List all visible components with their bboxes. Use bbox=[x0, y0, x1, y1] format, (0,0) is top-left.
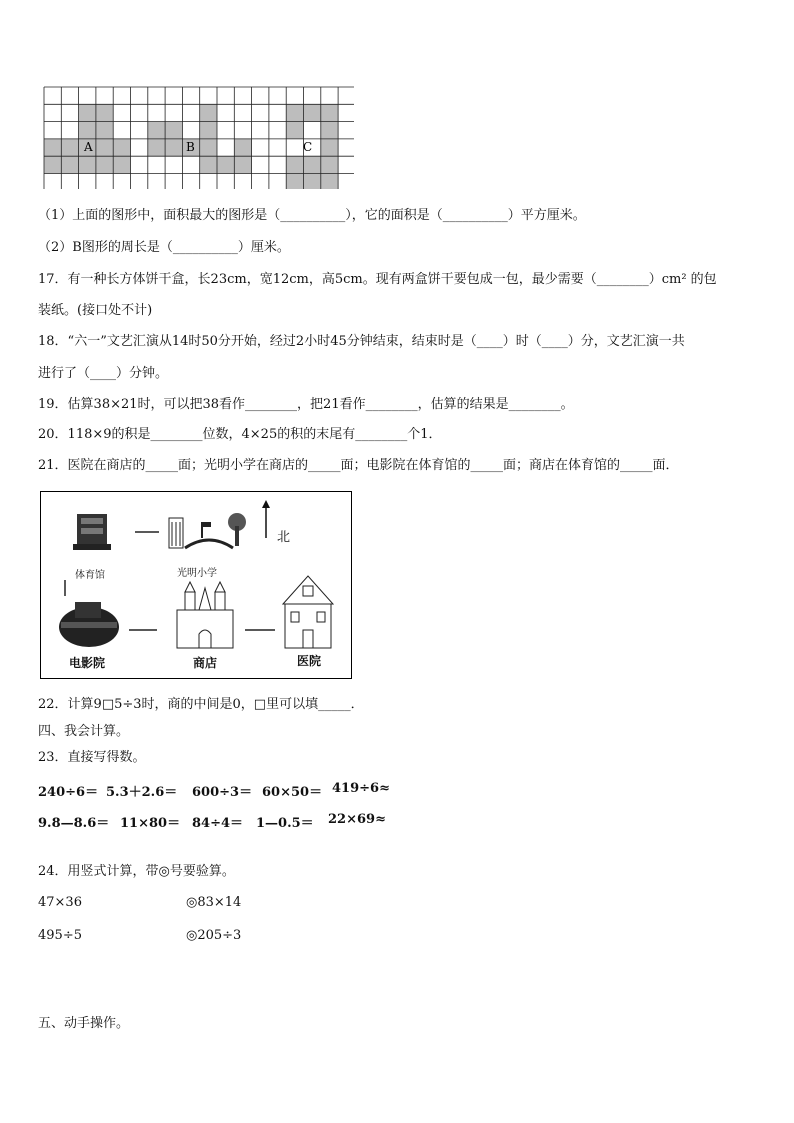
shaded-cell bbox=[96, 104, 113, 121]
q16-part2: （2）B图形的周长是（__________）厘米。 bbox=[38, 240, 290, 255]
gym-label: 体育馆 bbox=[75, 570, 105, 581]
vertical-calc-item: ◎83×14 bbox=[186, 895, 242, 910]
store-castle-icon bbox=[177, 582, 233, 648]
shaded-cell bbox=[113, 156, 130, 173]
q19: 19．估算38×21时，可以把38看作________，把21看作________，估算的结果是________。 bbox=[38, 397, 574, 412]
calc-item: 60×50＝ bbox=[262, 785, 323, 800]
shaded-cell bbox=[148, 122, 165, 139]
shaded-cell bbox=[165, 139, 182, 156]
shaded-cell bbox=[321, 139, 338, 156]
vertical-calc-item: ◎205÷3 bbox=[186, 928, 242, 943]
direction-map bbox=[40, 491, 352, 679]
calc-item: 240÷6＝ bbox=[38, 785, 99, 800]
shaded-cell bbox=[96, 156, 113, 173]
calc-item: 1—0.5＝ bbox=[256, 816, 314, 831]
shaded-cell bbox=[200, 156, 217, 173]
calc-item: 419÷6≈ bbox=[332, 781, 390, 796]
shaded-cell bbox=[61, 156, 78, 173]
q20: 20．118×9的积是________位数，4×25的积的末尾有________个1． bbox=[38, 427, 442, 442]
grid-figure bbox=[42, 85, 354, 193]
grid-label-a: A bbox=[84, 140, 93, 154]
map-drawing bbox=[41, 492, 351, 678]
calc-item: 11×80＝ bbox=[120, 816, 181, 831]
shaded-cell bbox=[200, 104, 217, 121]
vertical-calc-item: 495÷5 bbox=[38, 928, 82, 943]
shaded-cell bbox=[44, 139, 61, 156]
q23-title: 23．直接写得数。 bbox=[38, 750, 146, 765]
vertical-calc-item: 47×36 bbox=[38, 895, 82, 910]
q17-line1: 17．有一种长方体饼干盒，长23cm，宽12cm，高5cm。现有两盒饼干要包成一包，最少需要（________）cm² 的包 bbox=[38, 272, 717, 287]
shaded-cell bbox=[148, 139, 165, 156]
shaded-cell bbox=[61, 139, 78, 156]
shaded-cell bbox=[321, 156, 338, 173]
shaded-cell bbox=[321, 174, 338, 190]
hospital-label: 医院 bbox=[297, 654, 322, 668]
hospital-building-icon bbox=[283, 576, 333, 648]
shaded-cell bbox=[321, 122, 338, 139]
shaded-cell bbox=[165, 122, 182, 139]
q18-line2: 进行了（____）分钟。 bbox=[38, 366, 169, 381]
shaded-cell bbox=[304, 104, 321, 121]
shaded-cell bbox=[286, 122, 303, 139]
shaded-cell bbox=[286, 156, 303, 173]
section-4-heading: 四、我会计算。 bbox=[38, 724, 130, 739]
q16-part1: （1）上面的图形中，面积最大的图形是（__________），它的面积是（__________）平方厘米。 bbox=[38, 208, 586, 223]
shaded-cell bbox=[234, 139, 251, 156]
gym-building-icon bbox=[73, 514, 111, 550]
q24-title: 24．用竖式计算，带◎号要验算。 bbox=[38, 864, 235, 879]
grid-label-b: B bbox=[186, 140, 195, 154]
shaded-cell bbox=[200, 122, 217, 139]
school-label: 光明小学 bbox=[177, 568, 217, 579]
shaded-cell bbox=[321, 104, 338, 121]
shaded-cell bbox=[304, 156, 321, 173]
calc-item: 5.3＋2.6＝ bbox=[106, 785, 178, 800]
q22: 22．计算9□5÷3时，商的中间是0，□里可以填_____． bbox=[38, 697, 364, 712]
section-5-heading: 五、动手操作。 bbox=[38, 1016, 130, 1031]
calc-item: 600÷3＝ bbox=[192, 785, 253, 800]
grid-svg bbox=[42, 85, 354, 189]
q17-line2: 装纸。(接口处不计) bbox=[38, 303, 153, 318]
shaded-cell bbox=[79, 122, 96, 139]
shaded-cell bbox=[200, 139, 217, 156]
shaded-cell bbox=[286, 174, 303, 190]
north-label: 北 bbox=[277, 530, 291, 545]
shaded-cell bbox=[234, 156, 251, 173]
cinema-label: 电影院 bbox=[69, 656, 106, 670]
q18-line1: 18．“六一”文艺汇演从14时50分开始，经过2小时45分钟结束，结束时是（____）时（____）分，文艺汇演一共 bbox=[38, 334, 685, 349]
store-label: 商店 bbox=[193, 656, 218, 670]
school-building-icon bbox=[169, 513, 246, 548]
q21: 21．医院在商店的_____面；光明小学在商店的_____面；电影院在体育馆的_____面；商店在体育馆的_____面． bbox=[38, 458, 679, 473]
shaded-cell bbox=[286, 104, 303, 121]
shaded-cell bbox=[96, 122, 113, 139]
shaded-cell bbox=[113, 139, 130, 156]
calc-item: 9.8—8.6＝ bbox=[38, 816, 110, 831]
shaded-cell bbox=[79, 156, 96, 173]
shaded-cell bbox=[304, 174, 321, 190]
grid-label-c: C bbox=[303, 140, 313, 154]
shaded-cell bbox=[44, 156, 61, 173]
calc-item: 84÷4＝ bbox=[192, 816, 244, 831]
shaded-cell bbox=[217, 156, 234, 173]
shaded-cell bbox=[96, 139, 113, 156]
calc-item: 22×69≈ bbox=[328, 812, 386, 827]
shaded-cell bbox=[79, 104, 96, 121]
cinema-building-icon bbox=[59, 602, 119, 647]
